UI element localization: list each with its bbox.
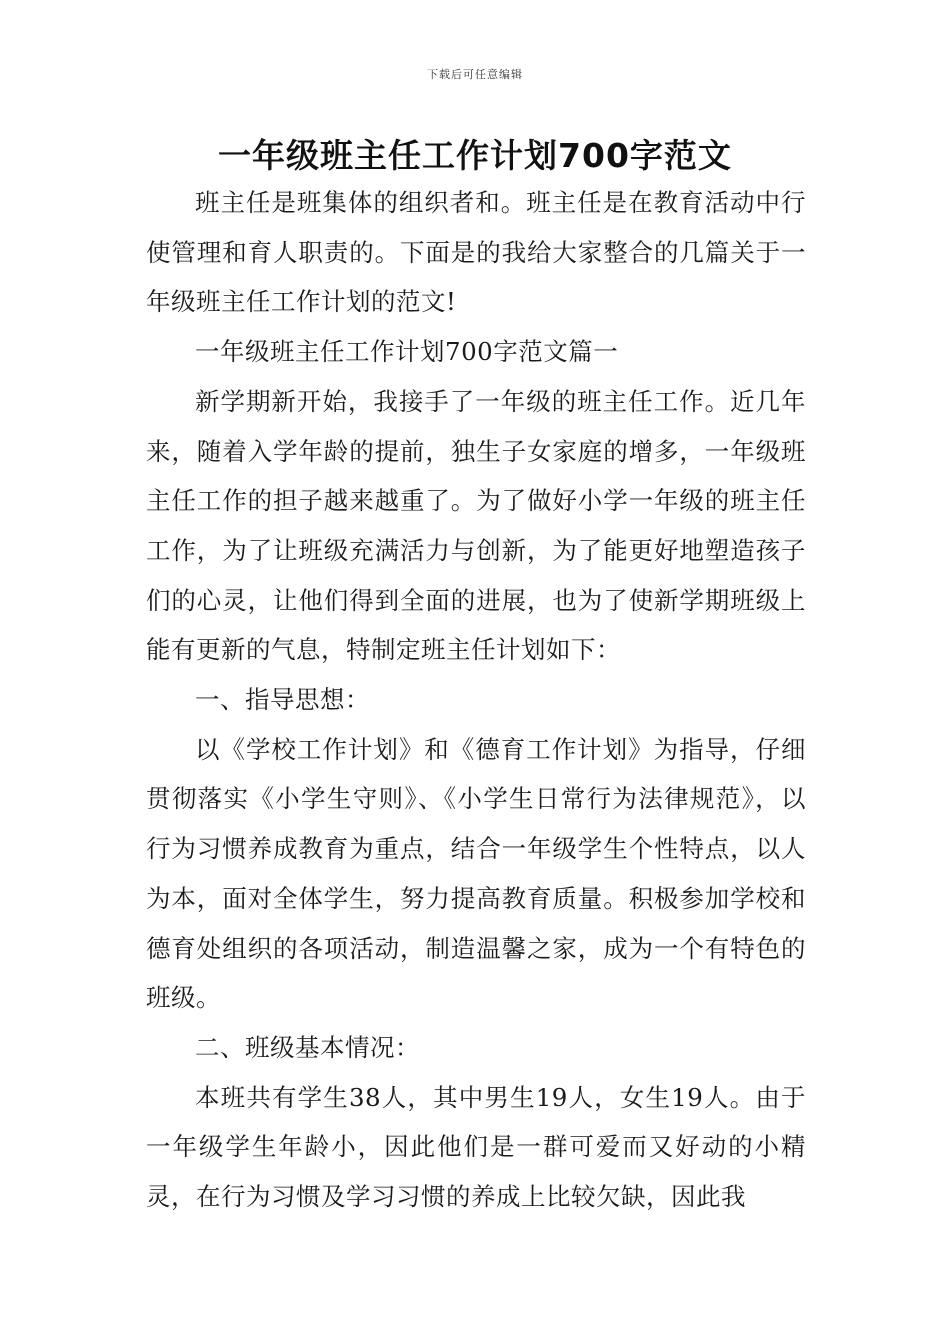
section-heading-guiding-ideology: 一、指导思想： bbox=[195, 685, 370, 715]
opening-paragraph: 新学期新开始，我接手了一年级的班主任工作。近几年来，随着入学年龄的提前，独生子女家庭的增多，一年级班主任工作的担子越来越重了。为了做好小学一年级的班主任工作，为了让班级充满活力与创新，为了能更好地塑造孩子们的心灵，让他们得到全面的进展，也为了使新学期班级上能有更新的气息，特制定班主任计划如下： bbox=[146, 386, 806, 665]
document-body bbox=[146, 178, 806, 1222]
section-heading-class-situation: 二、班级基本情况： bbox=[195, 1032, 420, 1062]
guiding-ideology-paragraph: 以《学校工作计划》和《德育工作计划》为指导，仔细贯彻落实《小学生守则》、《小学生日常行为法律规范》，以行为习惯养成教育为重点，结合一年级学生个性特点，以人为本，面对全体学生，努力提高教育质量。积极参加学校和德育处组织的各项活动，制造温馨之家，成为一个有特色的班级。 bbox=[146, 734, 806, 1013]
intro-paragraph: 班主任是班集体的组织者和。班主任是在教育活动中行使管理和育人职责的。下面是的我给大家整合的几篇关于一年级班主任工作计划的范文! bbox=[146, 188, 806, 317]
document-title: 一年级班主任工作计划700字范文 bbox=[218, 136, 732, 175]
class-situation-paragraph: 本班共有学生38人，其中男生19人，女生19人。由于一年级学生年龄小，因此他们是一群可爱而又好动的小精灵，在行为习惯及学习习惯的养成上比较欠缺，因此我 bbox=[146, 1082, 806, 1212]
section-heading-part-one: 一年级班主任工作计划700字范文篇一 bbox=[195, 337, 619, 367]
page-header-note: 下载后可任意编辑 bbox=[427, 68, 523, 81]
